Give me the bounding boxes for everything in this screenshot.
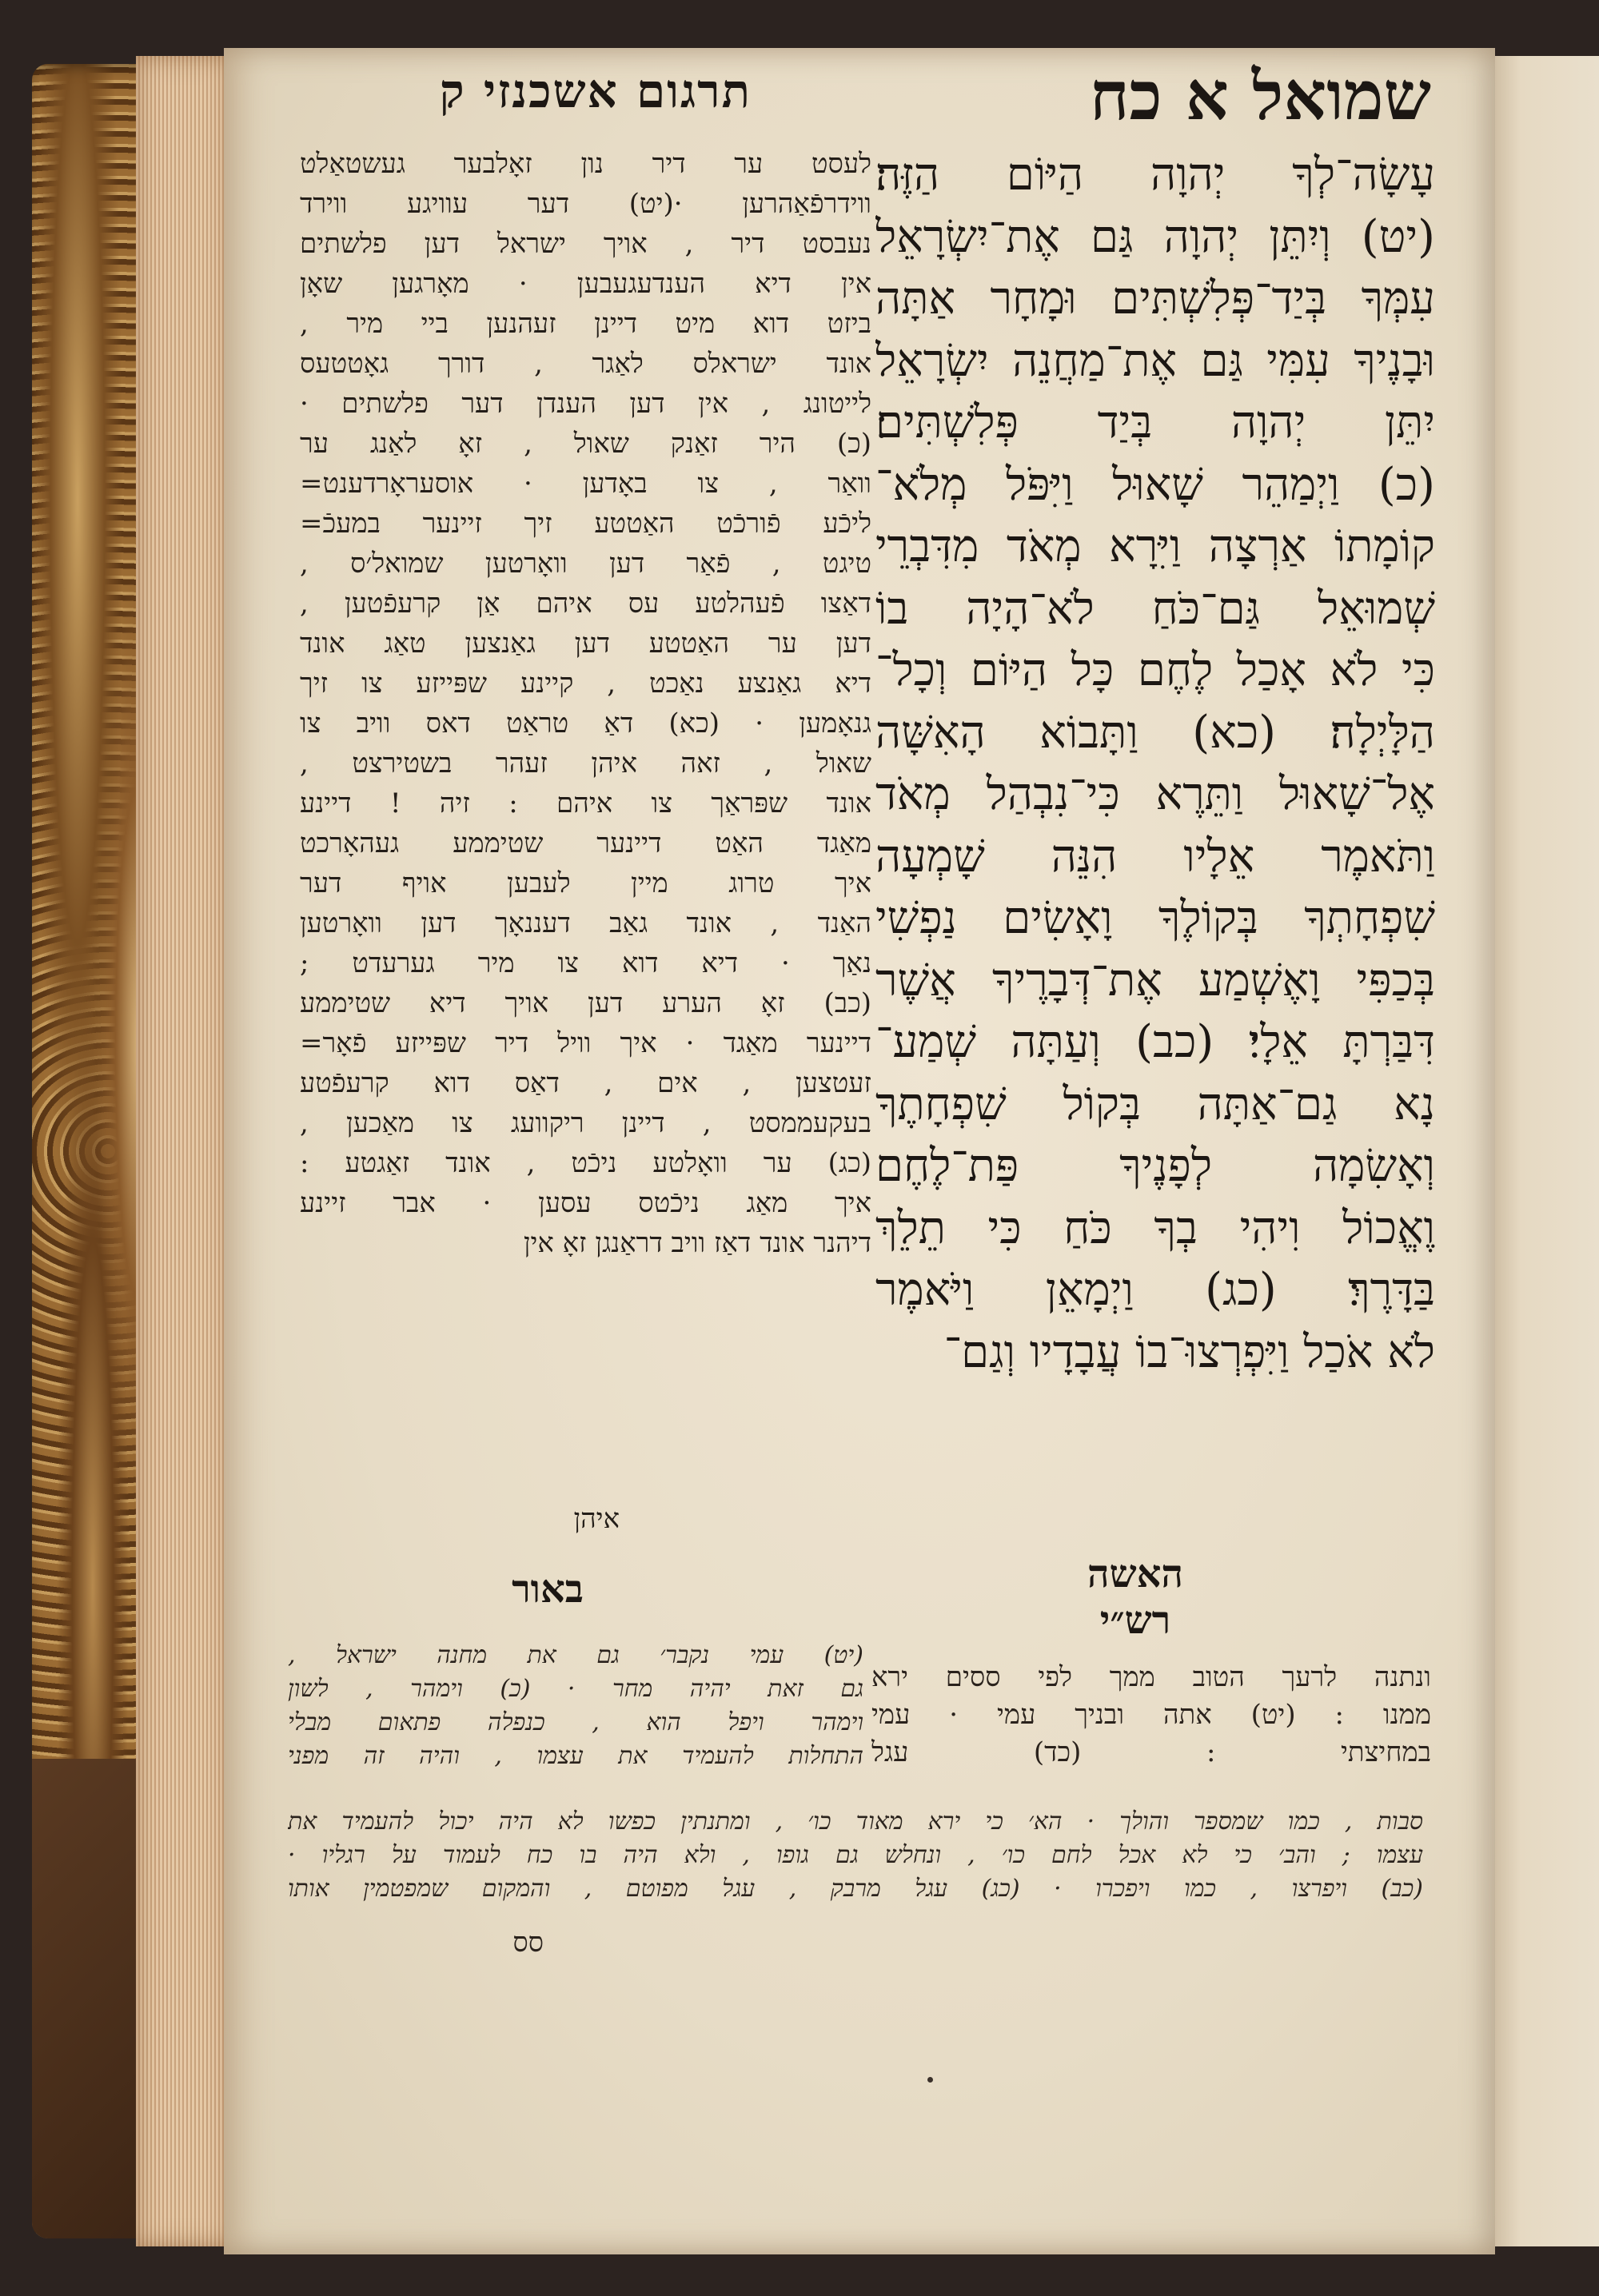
targum-line: גנאָמען · (כא) דאַ טראַט דאס וויב צו — [300, 708, 871, 739]
targum-line: (כג) ער וואָלטע ניכֿט , אונד זאַגטע : — [300, 1147, 871, 1179]
targum-line: דיהנר אונד דאַז וויב דראַנגן זאָ אין — [523, 1227, 871, 1259]
targum-line: דען ער האַטטע דען גאַנצען טאַג אונד — [300, 628, 871, 660]
targum-line: ביזט דוא מיט דיינן זעהנען ביי מיר , — [300, 308, 871, 340]
scripture-line: וְאָשִׂמָה לְפָנֶיךָ פַּת־לֶחֶם — [875, 1140, 1435, 1192]
beur-commentary — [288, 1639, 863, 1773]
targum-line: האַנד , אונד גאַב דעננאָך דען וואָרטען — [300, 907, 871, 939]
scripture-line: דִּבַּרְתָּ אֵלָי׃ (כב) וְעַתָּה שְׁמַע־ — [875, 1016, 1435, 1068]
scripture-line: בַּדָּרֶךְ׃ (כג) וַיְמָאֵן וַיֹּאמֶר — [875, 1264, 1435, 1316]
targum-line: טיגט , פֿאַר דען וואָרטען שמואל׳ס , — [300, 548, 871, 580]
facing-page-edge — [1487, 56, 1599, 2246]
commentary-line: עצמו ; והב׳ כי לא אכל לחם כו׳ , ונחלש גם גופו , ולא היה בו כח לעמוד על רגליו · — [288, 1841, 1423, 1869]
scripture-line: שְׁמוּאֵל גַּם־כֹּחַ לֹא־הָיָה בוֹ — [875, 582, 1435, 635]
rashi-line: במחיצתי : (כד) עגל — [871, 1736, 1431, 1768]
page-edges — [136, 56, 232, 2246]
targum-line: אין דיא הענדעגעבען · מאָרגען שאָן — [300, 268, 871, 300]
scripture-line: וּבָנֶיךָ עִמִּי גַּם אֶת־מַחֲנֵה יִשְׂרָאֵל — [875, 334, 1435, 387]
scripture-line: עִמְּךָ בְּיַד־פְּלִשְׁתִּים וּמָחָר אַתָּה — [875, 273, 1435, 325]
targum-line: (כ) היר זאַנק שאול , זאָ לאַנג ער — [300, 428, 871, 460]
running-head-targum: תרגום אשכנזי ק — [439, 64, 752, 118]
targum-line: איך טרוג מיין לעבען אויף דער — [300, 867, 871, 899]
scripture-line: עָשָׂה־לְךָ יְהוָה הַיּוֹם הַזֶּה׃ — [875, 149, 1435, 201]
scripture-line: יִתֵּן יְהוָה בְּיַד פְּלִשְׁתִּים׃ — [875, 397, 1435, 448]
targum-line: וואַר , צו באָדען · אוסעראָרדענט= — [300, 468, 871, 500]
beur-line: וימהר ויפל הוא , כנפלה פתאום מבלי — [288, 1708, 863, 1736]
running-head-book: שמואל א כח — [1089, 56, 1431, 135]
beur-line: גם זאת יהיה מחר · (כ) וימהר , לשון — [288, 1675, 863, 1703]
scripture-line: (יט) וְיִתֵּן יְהוָה גַּם אֶת־יִשְׂרָאֵל — [875, 210, 1435, 263]
commentary-line: סבות , כמו שמספר והולך · הא׳ כי ירא מאוד כו׳ , ומתנתין כפשו לא היה יכול להעמיד את — [288, 1808, 1423, 1836]
signature-mark: סס — [512, 1927, 544, 1959]
targum-line: זעטצען , אים , דאַס דוא קרעפֿטע — [300, 1067, 871, 1099]
scripture-line: הַלָּיְלָה׃ (כא) וַתָּבוֹא הָאִשָּׁה — [875, 706, 1435, 759]
rashi-heading-label: רש״י — [1099, 1598, 1171, 1643]
scripture-line: אֶל־שָׁאוּל וַתֵּרֶא כִּי־נִבְהַל מְאֹד — [875, 768, 1435, 820]
targum-line: שאול , זאה איהן זעהר בשטירצט , — [300, 747, 871, 779]
scripture-line: בְּכַפִּי וָאֶשְׁמַע אֶת־דְּבָרֶיךָ אֲשֶׁר — [875, 954, 1435, 1006]
targum-line: דיינער מאַגד · איך וויל דיר שפּייזע פֿאָר= — [300, 1027, 871, 1059]
scripture-column — [875, 144, 1435, 1383]
targum-line: אונד ישראלס לאַגר , דורך גאָטטעס — [300, 348, 871, 380]
rashi-commentary — [871, 1659, 1431, 1772]
rashi-line: ממנו : (יט) אתה ובניך עמי · עמי — [871, 1699, 1431, 1731]
targum-column — [300, 144, 871, 1263]
beur-line: התחלות להעמיד את עצמו , והיה זה מפני — [288, 1742, 863, 1770]
targum-line: נעבסט דיר , אויך ישראל דען פלשתים — [300, 228, 871, 260]
targum-line: (כב) זאָ הערע דען אויך דיא שטיממע — [300, 987, 871, 1019]
scripture-line: נָא גַם־אַתָּה בְּקוֹל שִׁפְחָתֶךָ — [875, 1078, 1435, 1130]
rashi-line: ונתנה לרעך הטוב ממך לפי ססים ירא — [871, 1661, 1431, 1693]
scripture-line: שִׁפְחָתְךָ בְּקוֹלֶךָ וָאָשִׂים נַפְשִׁי — [875, 892, 1435, 944]
targum-last-word: איהן — [573, 1503, 620, 1535]
scripture-line: קוֹמָתוֹ אַרְצָה וַיִּרָא מְאֹד מִדִּבְרֵי — [875, 520, 1435, 572]
targum-line: נאַך · דיא דוא צו מיר גערעדט ; — [300, 947, 871, 979]
targum-line: מאַגד האַט דיינער שטיממע געהאָרכט — [300, 827, 871, 859]
targum-line: לעסט ער דיר נון זאָלבער געשטאַלט — [300, 148, 871, 180]
scripture-line: כִּי לֹא אָכַל לֶחֶם כָּל הַיּוֹם וְכָל־ — [875, 644, 1435, 696]
catchword: האשה — [1087, 1552, 1184, 1596]
targum-line: ווידרפֿאַהרען ·(יט) דער עוויגע ווירד — [300, 188, 871, 220]
beur-line: (יט) עמי נקבר׳ גם את מחנה ישראל , — [288, 1641, 863, 1669]
scripture-line: וֶאֱכוֹל וִיהִי בְךָ כֹּחַ כִּי תֵלֵךְ — [875, 1202, 1435, 1254]
scripture-line: וַתֹּאמֶר אֵלָיו הִנֵּה שָׁמְעָה — [875, 830, 1435, 883]
commentary-line: (כב) ויפרצו , כמו ויפכרו · (כג) עגל מרבק , עגל מפוטם , והמקום שמפטמין אותו — [288, 1875, 1423, 1903]
commentary-continuation — [288, 1805, 1423, 1906]
scripture-line: לֹא אֹכַל וַיִּפְרְצוּ־בוֹ עֲבָדָיו וְגַם־ — [943, 1325, 1435, 1378]
targum-line: ליכֿע פֿורכֿט האַטטע זיך זיינער במעכֿ= — [300, 508, 871, 540]
ink-speck — [927, 2077, 933, 2083]
rashi-heading — [1015, 1551, 1255, 1644]
targum-line: לייטונג , אין דען הענדן דער פלשתים · — [300, 388, 871, 420]
targum-line: דיא גאַנצע נאַכט , קיינע שפּייזע צו זיך — [300, 668, 871, 700]
targum-line: בעקעממסט , דיינן ריקוועג צו מאַכען , — [300, 1107, 871, 1139]
targum-line: דאַצו פֿעהלטע עס איהם אַן קרעפֿטען , — [300, 588, 871, 620]
beur-heading: באור — [512, 1567, 584, 1612]
scripture-line: (כ) וַיְמַהֵר שָׁאוּל וַיִּפֹּל מְלֹא־ — [875, 458, 1435, 511]
targum-line: איך מאַג ניכֿטס עסען · אבר זיינע — [300, 1187, 871, 1219]
targum-line: אונד שפּראַך צו איהם : זיה ! דיינע — [300, 787, 871, 819]
